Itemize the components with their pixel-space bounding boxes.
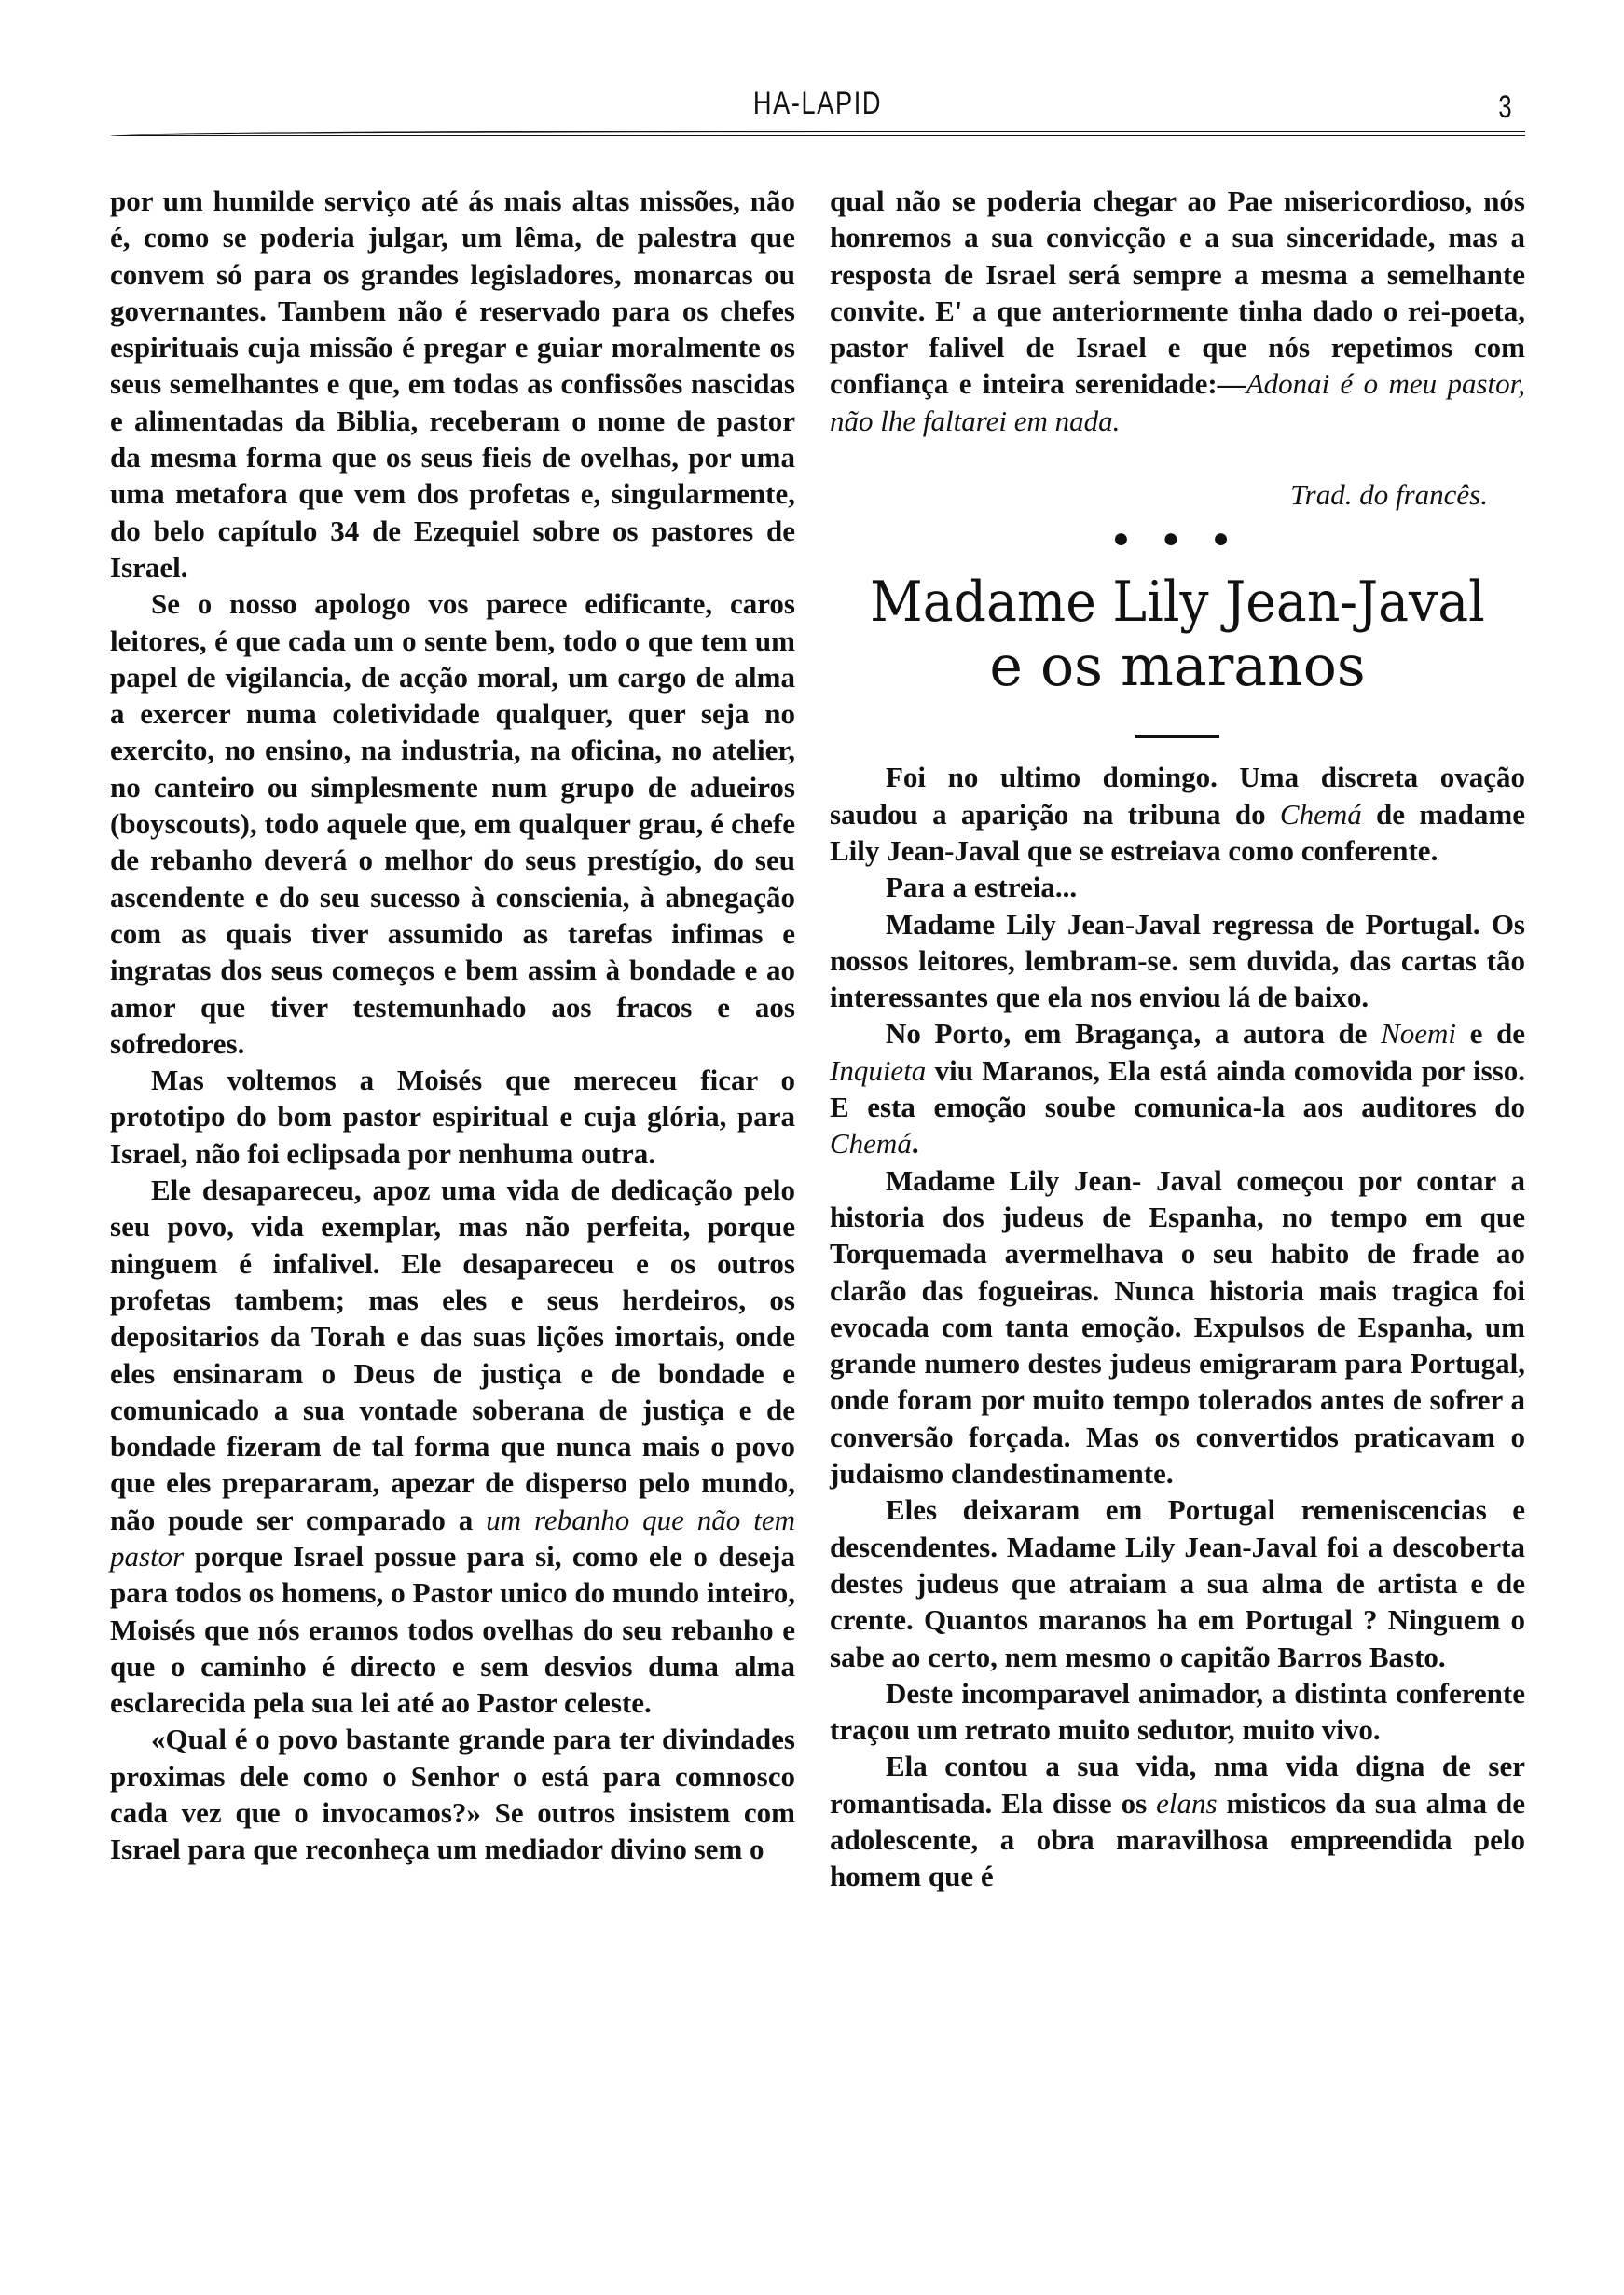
paragraph: Madame Lily Jean- Javal começou por contar a historia dos judeus de Espanha, no tempo em que Torquemada avermelhava o seu habito de frade ao clarão das fogueiras. Nunca historia mais tragica foi evocada com tanta emoção. Expulsos de Espanha, um grande numero destes judeus emigraram para Portugal, onde foram por muito tempo tolerados antes de sofrer a conversão forçada. Mas os convertidos praticavam o judaismo clandestinamente. [830,1163,1525,1491]
paragraph [830,1015,1525,1161]
text-run: . [911,1127,919,1161]
paragraph [110,1172,795,1721]
italic-name: Chemá [1279,797,1362,831]
text-run: Ela contou a sua vida, nma vida digna de ser romantisada. Ela disse os [830,1750,1525,1820]
text-run: No Porto, em Bragança, a autora de [886,1017,1382,1051]
text-run: e de [1456,1017,1525,1051]
article-title: Madame Lily Jean-Javal [870,570,1485,636]
section-separator: ● ● ● [1112,523,1243,555]
italic-title: Noemi [1381,1017,1456,1051]
italic-title: Inquieta [830,1053,927,1087]
title-rule [1135,735,1219,738]
paragraph [830,1748,1525,1894]
text-run: de madame Lily Jean-Javal que se estreiava como conferente. [830,797,1525,867]
italic-name: Chemá [830,1127,912,1161]
text-run: Ele desapareceu, apoz uma vida de dedicação pelo seu povo, vida exemplar, mas não perfeita, porque ninguem é infalivel. Ele desapareceu e os outros profetas tambem; mas eles e seus herdeiros, os depositarios da Torah e das suas lições imortais, onde eles ensinaram o Deus de justiça e de bondade e comunicado a sua vontade soberana de justiça e de bondade fizeram de tal forma que nunca mais o povo que eles prepararam, apezar de disperso pelo mundo, não poude ser comparado a [110,1174,795,1536]
paragraph: Deste incomparavel animador, a distinta conferente traçou um retrato muito sedutor, muito vivo. [830,1676,1525,1747]
paragraph: Se o nosso apologo vos parece edificante, caros leitores, é que cada um o sente bem, todo o que tem um papel de vigilancia, de acção moral, um cargo de alma a exercer numa coletividade qualquer, quer seja no exercito, no ensino, na industria, na oficina, no atelier, no canteiro ou simplesmente num grupo de adueiros (boyscouts), todo aquele que, em qualquer grau, é chefe de rebanho deverá o melhor do seus prestígio, do seu ascendente e do seu sucesso à conscienia, à abnegação com as quais tiver assumido as tarefas infimas e ingratas dos seus começos e bem assim à bondade e ao amor que tiver testemunhado aos fracos e aos sofredores. [110,587,795,1060]
paragraph: Eles deixaram em Portugal remeniscencias e descendentes. Madame Lily Jean-Javal foi a descoberta destes judeus que atraiam a sua alma de artista e de crente. Quantos maranos ha em Portugal ? Ninguem o sabe ao certo, nem mesmo o capitão Barros Basto. [830,1493,1525,1673]
text-run: porque Israel possue para si, como ele o deseja para todos os homens, o Pastor unico do mundo inteiro, Moisés que nós eramos todos ovelhas do seu rebanho e que o caminho é directo e sem desvios duma alma esclarecida pela sua lei até ao Pastor celeste. [110,1539,795,1720]
italic-quote: um rebanho que não tem pastor [110,1503,795,1573]
text-run: misticos da sua alma de adolescente, a obra maravilhosa empreendida pelo homem que é [830,1786,1525,1893]
paragraph [830,183,1525,439]
article-title-line2: e os maranos [989,634,1366,700]
page-header [110,86,1525,142]
paragraph: Para a estreia... [886,871,1078,904]
italic-quote: Adonai é o meu pastor, não lhe faltarei em nada. [830,367,1526,437]
left-column [110,183,795,1868]
paragraph: Mas voltemos a Moisés que mereceu ficar o prototipo do bom pastor espiritual e cuja glória, para Israel, não foi eclipsada por nenhuma outra. [110,1064,795,1170]
text-run: qual não se poderia chegar ao Pae misericordioso, nós honremos a sua convicção e a sua sinceridade, mas a resposta de Israel será sempre a mesma a semelhante convite. E' a que anteriormente tinha dado o rei-poeta, pastor falivel de Israel e que nós repetimos com confiança e inteira serenidade:— [830,185,1525,401]
page-number: 3 [1498,89,1512,125]
text-run: viu Maranos, Ela está ainda comovida por isso. E esta emoção soube comunica-la aos auditores do [830,1053,1525,1124]
right-column [830,183,1525,1895]
paragraph: Madame Lily Jean-Javal regressa de Portugal. Os nossos leitores, lembram-se. sem duvida, das cartas tão interessantes que ela nos enviou lá de baixo. [830,907,1525,1014]
text-run: Foi no ultimo domingo. Uma discreta ovação saudou a aparição na tribuna do [830,761,1525,831]
paragraph [830,759,1525,869]
paragraph: «Qual é o povo bastante grande para ter divindades proximas dele como o Senhor o está para comnosco cada vez que o invocamos?» Se outros insistem com Israel para que reconheça um mediador divino sem o [110,1723,795,1866]
newspaper-title: HA-LAPID [752,86,883,121]
paragraph: por um humilde serviço até ás mais altas missões, não é, como se poderia julgar, um lêma, de palestra que convem só para os grandes legisladores, monarcas ou governantes. Tambem não é reservado para os chefes espirituais cuja missão é pregar e guiar moralmente os seus semelhantes e que, em todas as confissões nascidas e alimentadas da Biblia, receberam o nome de pastor da mesma forma que os seus fieis de ovelhas, por uma uma metafora que vem dos profetas e, singularmente, do belo capítulo 34 de Ezequiel sobre os pastores de Israel. [110,185,795,584]
translation-credit: Trad. do francês. [1290,478,1488,512]
italic-word: elans [1156,1786,1218,1820]
header-rule [110,131,1525,136]
